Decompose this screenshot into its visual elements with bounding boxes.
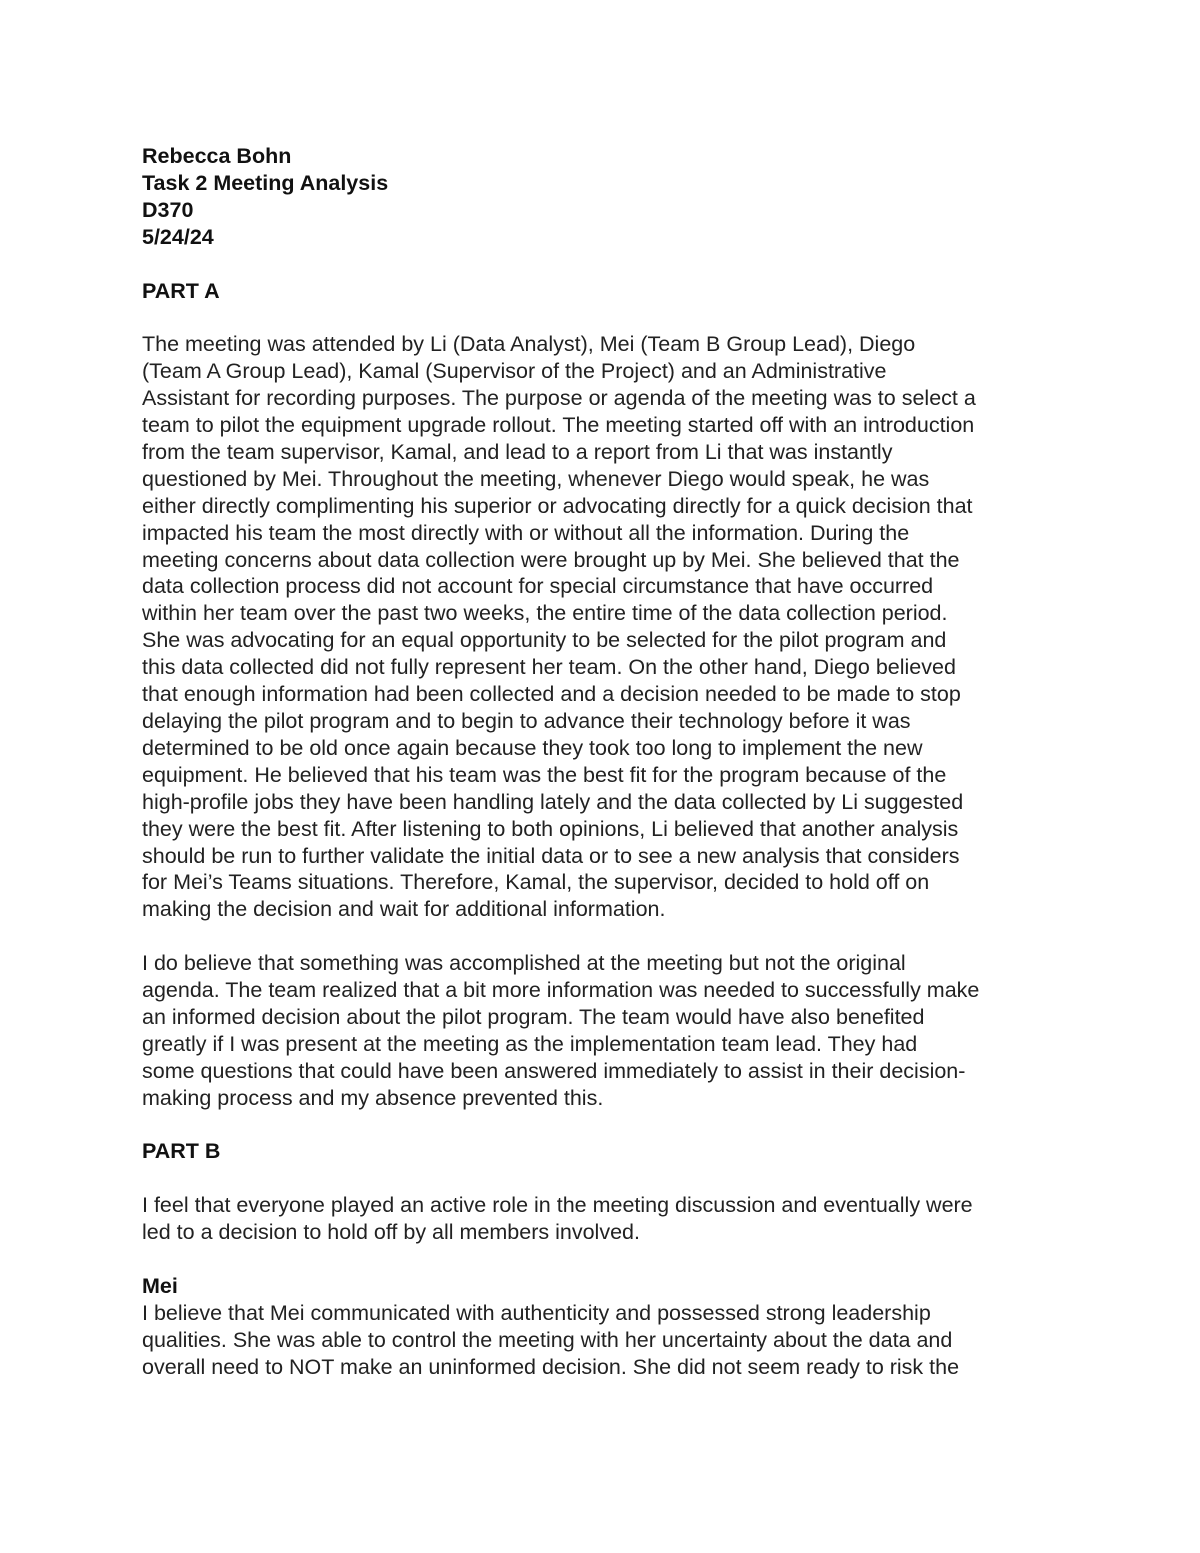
course-code: D370 bbox=[142, 197, 194, 222]
part-a-paragraph-1: The meeting was attended by Li (Data Analyst), Mei (Team B Group Lead), Diego (Team A Group Lead), Kamal (Supervisor of the Project) and an Administrative Assistant for recording purposes. The purpose or agenda of the meeting was to select a team to pilot the equipment upgrade rollout. The meeting started off with an introduction from the team supervisor, Kamal, and lead to a report from Li that was instantly questioned by Mei. Throughout the meeting, whenever Diego would speak, he was either directly complimenting his superior or advocating directly for a quick decision that impacted his team the most directly with or without all the information. During the meeting concerns about data collection were brought up by Mei. She believed that the data collection process did not account for special circumstance that have occurred within her team over the past two weeks, the entire time of the data collection period. She was advocating for an equal opportunity to be selected for the pilot program and this data collected did not fully represent her team. On the other hand, Diego believed that enough information had been collected and a decision needed to be made to stop delaying the pilot program and to begin to advance their technology before it was determined to be old once again because they took too long to implement the new equipment. He believed that his team was the best fit for the program because of the high-profile jobs they have been handling lately and the data collected by Li suggested they were the best fit. After listening to both opinions, Li believed that another analysis should be run to further validate the initial data or to see a new analysis that considers for Mei’s Teams situations. Therefore, Kamal, the supervisor, decided to hold off on making the decision and wait for additional information. bbox=[142, 332, 976, 922]
mei-subheading: Mei bbox=[142, 1273, 178, 1298]
spacer bbox=[142, 1112, 1072, 1139]
spacer bbox=[142, 304, 1072, 331]
document-page bbox=[142, 143, 1072, 1381]
part-b-heading: PART B bbox=[142, 1139, 221, 1164]
document-date: 5/24/24 bbox=[142, 224, 214, 249]
spacer bbox=[142, 251, 1072, 278]
part-b-paragraph-1: I feel that everyone played an active role in the meeting discussion and eventually were led to a decision to hold off by all members involved. bbox=[142, 1193, 973, 1245]
part-a-heading: PART A bbox=[142, 278, 220, 303]
document-title: Task 2 Meeting Analysis bbox=[142, 170, 389, 195]
spacer bbox=[142, 923, 1072, 950]
part-a-paragraph-2: I do believe that something was accomplished at the meeting but not the original agenda. The team realized that a bit more information was needed to successfully make an informed decision about the pilot program. The team would have also benefited greatly if I was present at the meeting as the implementation team lead. They had some questions that could have been answered immediately to assist in their decision- making process and my absence prevented this. bbox=[142, 951, 980, 1110]
mei-paragraph: I believe that Mei communicated with authenticity and possessed strong leadership qualities. She was able to control the meeting with her uncertainty about the data and overall need to NOT make an uninformed decision. She did not seem ready to risk the bbox=[142, 1300, 960, 1379]
spacer bbox=[142, 1165, 1072, 1192]
spacer bbox=[142, 1246, 1072, 1273]
author-name: Rebecca Bohn bbox=[142, 144, 292, 168]
